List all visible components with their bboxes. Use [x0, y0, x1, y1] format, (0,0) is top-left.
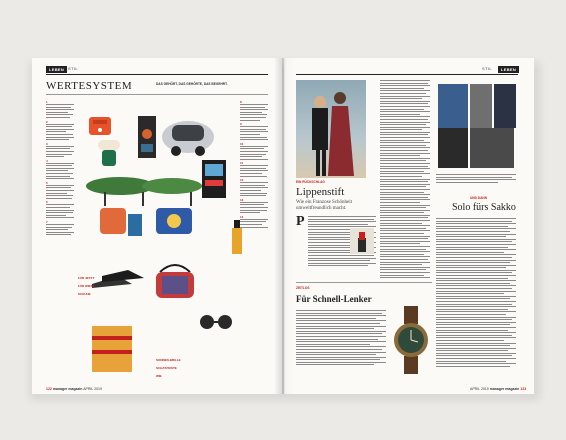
- jacket-kicker: UND DANN: [470, 196, 487, 200]
- watch-photo: [390, 306, 432, 374]
- lipstick-photo: [350, 228, 374, 254]
- jackets-photo: [436, 80, 518, 172]
- product-bag: [152, 256, 198, 302]
- product-camper: [158, 115, 218, 157]
- marker-label: SCHATZKISTE: [156, 366, 177, 370]
- item-number: 4: [46, 158, 48, 163]
- product-towel: [88, 322, 136, 376]
- marker-label: FÜR WIESE: [78, 284, 95, 288]
- folio: 122: [46, 387, 52, 391]
- footer: [46, 387, 102, 391]
- right-text-column: [240, 100, 270, 380]
- section-label: STIL: [482, 66, 493, 71]
- item-number: 8: [240, 100, 242, 104]
- section-tag: LEBEN: [498, 66, 519, 73]
- spine-gutter: [274, 58, 294, 394]
- jacket-title: Solo fürs Sakko: [452, 202, 516, 213]
- item-number: 9: [240, 122, 242, 127]
- item-number: 6: [46, 200, 48, 205]
- item-number: 13: [240, 197, 244, 202]
- product-cushion: [152, 202, 196, 240]
- watch-title: Für Schnell-Lenker: [296, 294, 372, 304]
- footer-date: APRIL 2019: [83, 387, 102, 391]
- footer-magazine: manager magazin: [489, 387, 520, 391]
- headline: WERTESYSTEM: [46, 80, 133, 92]
- item-number: 3: [46, 141, 48, 146]
- header-rule: [296, 74, 518, 75]
- item-number: 11: [240, 161, 244, 166]
- photo-caption-label: EIN RÜCKSCHLAG: [296, 180, 325, 184]
- left-text-column: [46, 100, 76, 380]
- marker-label: SONNEN-BRILLE: [156, 358, 181, 362]
- left-page: [32, 58, 282, 394]
- product-vase: [96, 204, 146, 240]
- intro-text: DAS GEHÖRT, DAS GEHÖRTE, DAS BEGEHRT.: [156, 82, 228, 86]
- feature-body-col2: [380, 80, 432, 280]
- dropcap: P: [296, 214, 305, 229]
- right-page: [284, 58, 534, 394]
- product-lamp: [90, 136, 128, 170]
- watch-kicker: ZEITLOS: [296, 286, 310, 290]
- feature-title: Lippenstift: [296, 186, 345, 198]
- feature-deck: Wie ein Franzose Schönheit umweltfreundlich macht.: [296, 200, 353, 211]
- jackets-caption: [436, 174, 518, 192]
- product-bottle: [230, 218, 244, 256]
- product-book: [136, 114, 158, 160]
- product-table: [80, 172, 230, 206]
- item-number: 1: [46, 100, 48, 104]
- header-rule: [46, 74, 268, 75]
- marker-label: WIE: [156, 374, 162, 378]
- section-tag: LEBEN: [46, 66, 67, 73]
- watch-body: [296, 310, 388, 380]
- marker-label: SCHUHE: [78, 292, 91, 296]
- product-sneakers: [88, 254, 148, 294]
- item-number: 10: [240, 141, 244, 146]
- footer: [470, 387, 526, 391]
- product-toaster: [87, 111, 113, 139]
- footer-magazine: manager magazin: [52, 387, 83, 391]
- couple-photo: [296, 80, 366, 178]
- marker-label: FÜR JETZT: [78, 276, 95, 280]
- jacket-body: [436, 218, 518, 368]
- section-label: STIL: [68, 66, 79, 71]
- item-number: 5: [46, 180, 48, 185]
- item-number: 14: [240, 214, 244, 219]
- product-sunglasses: [198, 302, 234, 342]
- folio: 123: [520, 387, 527, 391]
- item-number: 7: [46, 219, 48, 224]
- item-number: 12: [240, 178, 244, 183]
- item-number: 2: [46, 119, 48, 124]
- footer-date: APRIL 2019: [470, 387, 489, 391]
